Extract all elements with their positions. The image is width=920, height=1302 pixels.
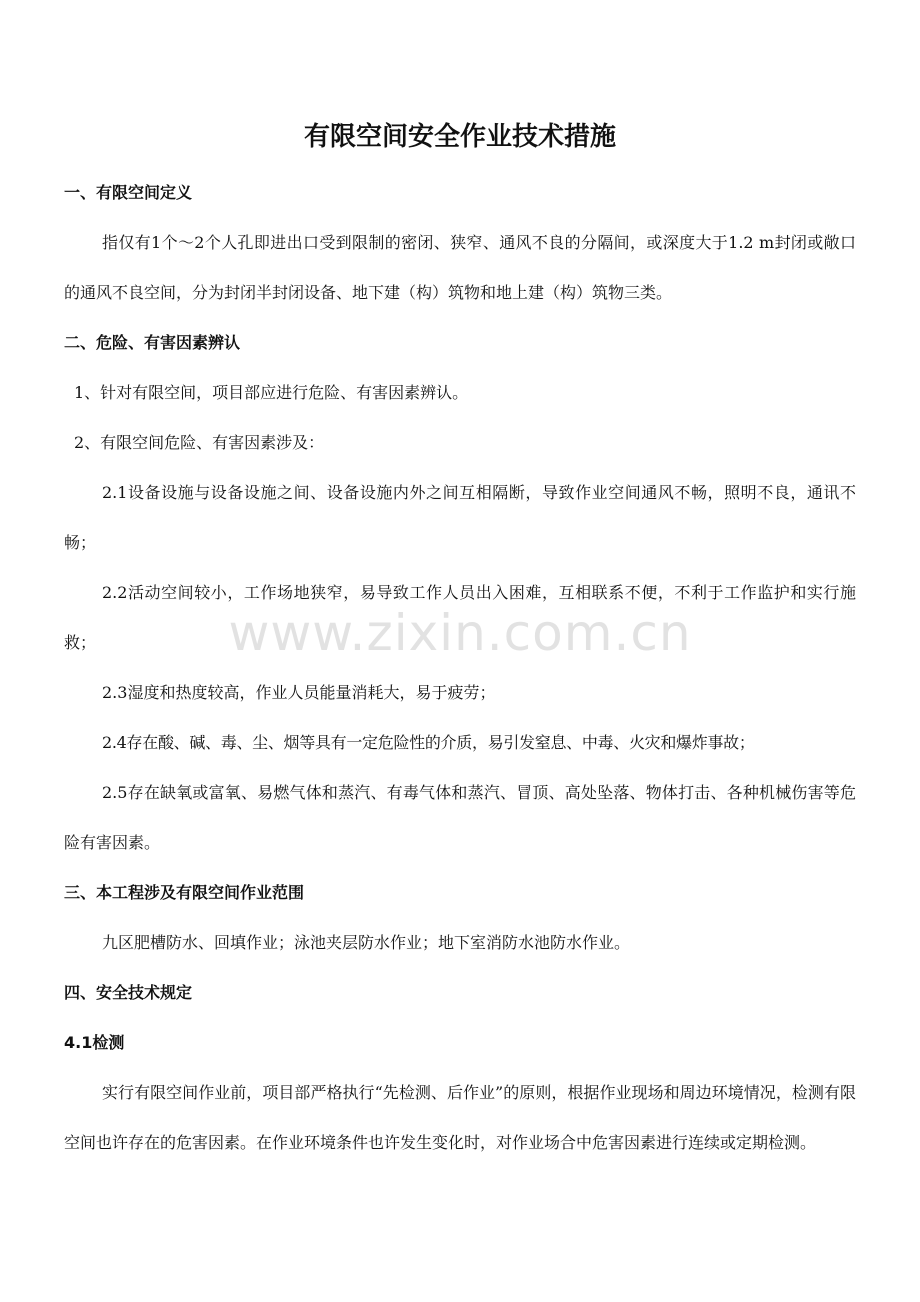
paragraph-hazard-2-1: 2.1设备设施与设备设施之间、设备设施内外之间互相隔断，导致作业空间通风不畅，照明不良，通讯不畅； [64, 483, 856, 552]
paragraph-hazard-2-4: 2.4存在酸、碱、毒、尘、烟等具有一定危险性的介质，易引发窒息、中毒、火灾和爆炸事故； [102, 733, 755, 752]
document-body [64, 168, 856, 1168]
section-heading-scope: 三、本工程涉及有限空间作业范围 [64, 883, 305, 902]
watermark: www.zixin.com.cn [228, 604, 692, 662]
list-item: 1、针对有限空间，项目部应进行危险、有害因素辨认。 [74, 383, 469, 402]
paragraph-hazard-2-5: 2.5存在缺氧或富氧、易燃气体和蒸汽、有毒气体和蒸汽、冒顶、高处坠落、物体打击、各种机械伤害等危险有害因素。 [64, 783, 856, 852]
paragraph-definition: 指仅有1个～2个人孔即进出口受到限制的密闭、狭窄、通风不良的分隔间，或深度大于1.2 m封闭或敞口的通风不良空间，分为封闭半封闭设备、地下建（构）筑物和地上建（构）筑物三类。 [64, 233, 856, 302]
document-title: 有限空间安全作业技术措施 [303, 122, 616, 153]
section-heading-hazard-identification: 二、危险、有害因素辨认 [64, 333, 241, 352]
subsection-heading-detection: 4.1检测 [64, 1033, 125, 1052]
paragraph-hazard-2-2: 2.2活动空间较小，工作场地狭窄，易导致工作人员出入困难，互相联系不便，不利于工作监护和实行施救； [64, 583, 856, 652]
list-item: 2、有限空间危险、有害因素涉及： [74, 433, 325, 452]
paragraph-scope: 九区肥槽防水、回填作业；泳池夹层防水作业；地下室消防水池防水作业。 [102, 933, 631, 952]
paragraph-detection: 实行有限空间作业前，项目部严格执行“先检测、后作业”的原则，根据作业现场和周边环境情况，检测有限空间也许存在的危害因素。在作业环境条件也许发生变化时，对作业场合中危害因素进行连续或定期检测。 [64, 1083, 856, 1152]
section-heading-safety-rules: 四、安全技术规定 [64, 983, 193, 1002]
section-heading-definition: 一、有限空间定义 [64, 183, 193, 202]
paragraph-hazard-2-3: 2.3湿度和热度较高，作业人员能量消耗大，易于疲劳； [102, 683, 496, 702]
